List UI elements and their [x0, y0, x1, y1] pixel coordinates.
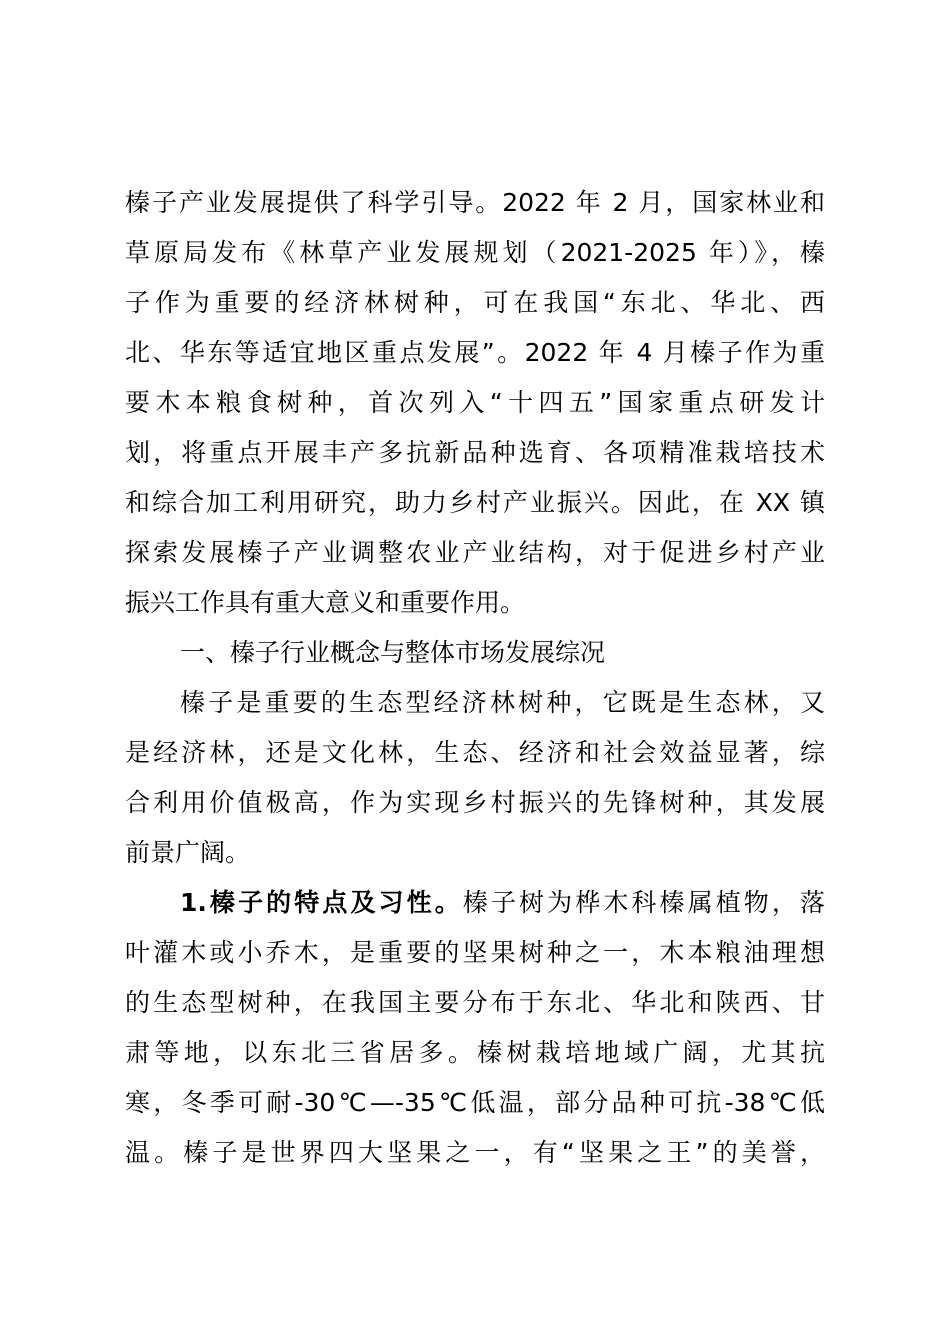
paragraph-line: 子作为重要的经济林树种，可在我国“东北、华北、西	[125, 288, 825, 317]
paragraph-line: 和综合加工利用研究，助力乡村产业振兴。因此，在 XX 镇	[125, 488, 825, 517]
paragraph-line: 振兴工作具有重大意义和重要作用。	[125, 588, 526, 617]
paragraph-line: 要木本粮食树种，首次列入“十四五”国家重点研发计	[125, 388, 825, 417]
paragraph-line: 划，将重点开展丰产多抗新品种选育、各项精准栽培技术	[125, 438, 825, 467]
paragraph-line: 合利用价值极高，作为实现乡村振兴的先锋树种，其发展	[125, 788, 825, 817]
paragraph-line: 北、华东等适宜地区重点发展”。2022 年 4 月榛子作为重	[125, 338, 825, 367]
paragraph-line: 温。榛子是世界四大坚果之一，有“坚果之王”的美誉，	[125, 1138, 825, 1167]
paragraph-text: 榛子树为桦木科榛属植物，落	[462, 888, 825, 917]
paragraph-line: 探索发展榛子产业调整农业产业结构，对于促进乡村产业	[125, 538, 825, 567]
paragraph-line: 榛子产业发展提供了科学引导。2022 年 2 月，国家林业和	[125, 188, 825, 217]
paragraph-line: 草原局发布《林草产业发展规划（2021-2025 年）》，榛	[125, 238, 825, 267]
section-heading: 一、榛子行业概念与整体市场发展综况	[180, 638, 606, 667]
paragraph-line	[180, 883, 825, 923]
bold-lead: 1.榛子的特点及习性。	[180, 888, 463, 917]
paragraph-line: 前景广阔。	[125, 838, 251, 867]
paragraph-line: 肃等地，以东北三省居多。榛树栽培地域广阔，尤其抗	[125, 1038, 825, 1067]
paragraph-line: 寒，冬季可耐-30℃—-35℃低温，部分品种可抗-38℃低	[125, 1088, 825, 1117]
paragraph-line: 榛子是重要的生态型经济林树种，它既是生态林，又	[180, 688, 825, 717]
paragraph-line: 叶灌木或小乔木，是重要的坚果树种之一，木本粮油理想	[125, 938, 825, 967]
paragraph-line: 的生态型树种，在我国主要分布于东北、华北和陕西、甘	[125, 988, 825, 1017]
paragraph-line: 是经济林，还是文化林，生态、经济和社会效益显著，综	[125, 738, 825, 767]
